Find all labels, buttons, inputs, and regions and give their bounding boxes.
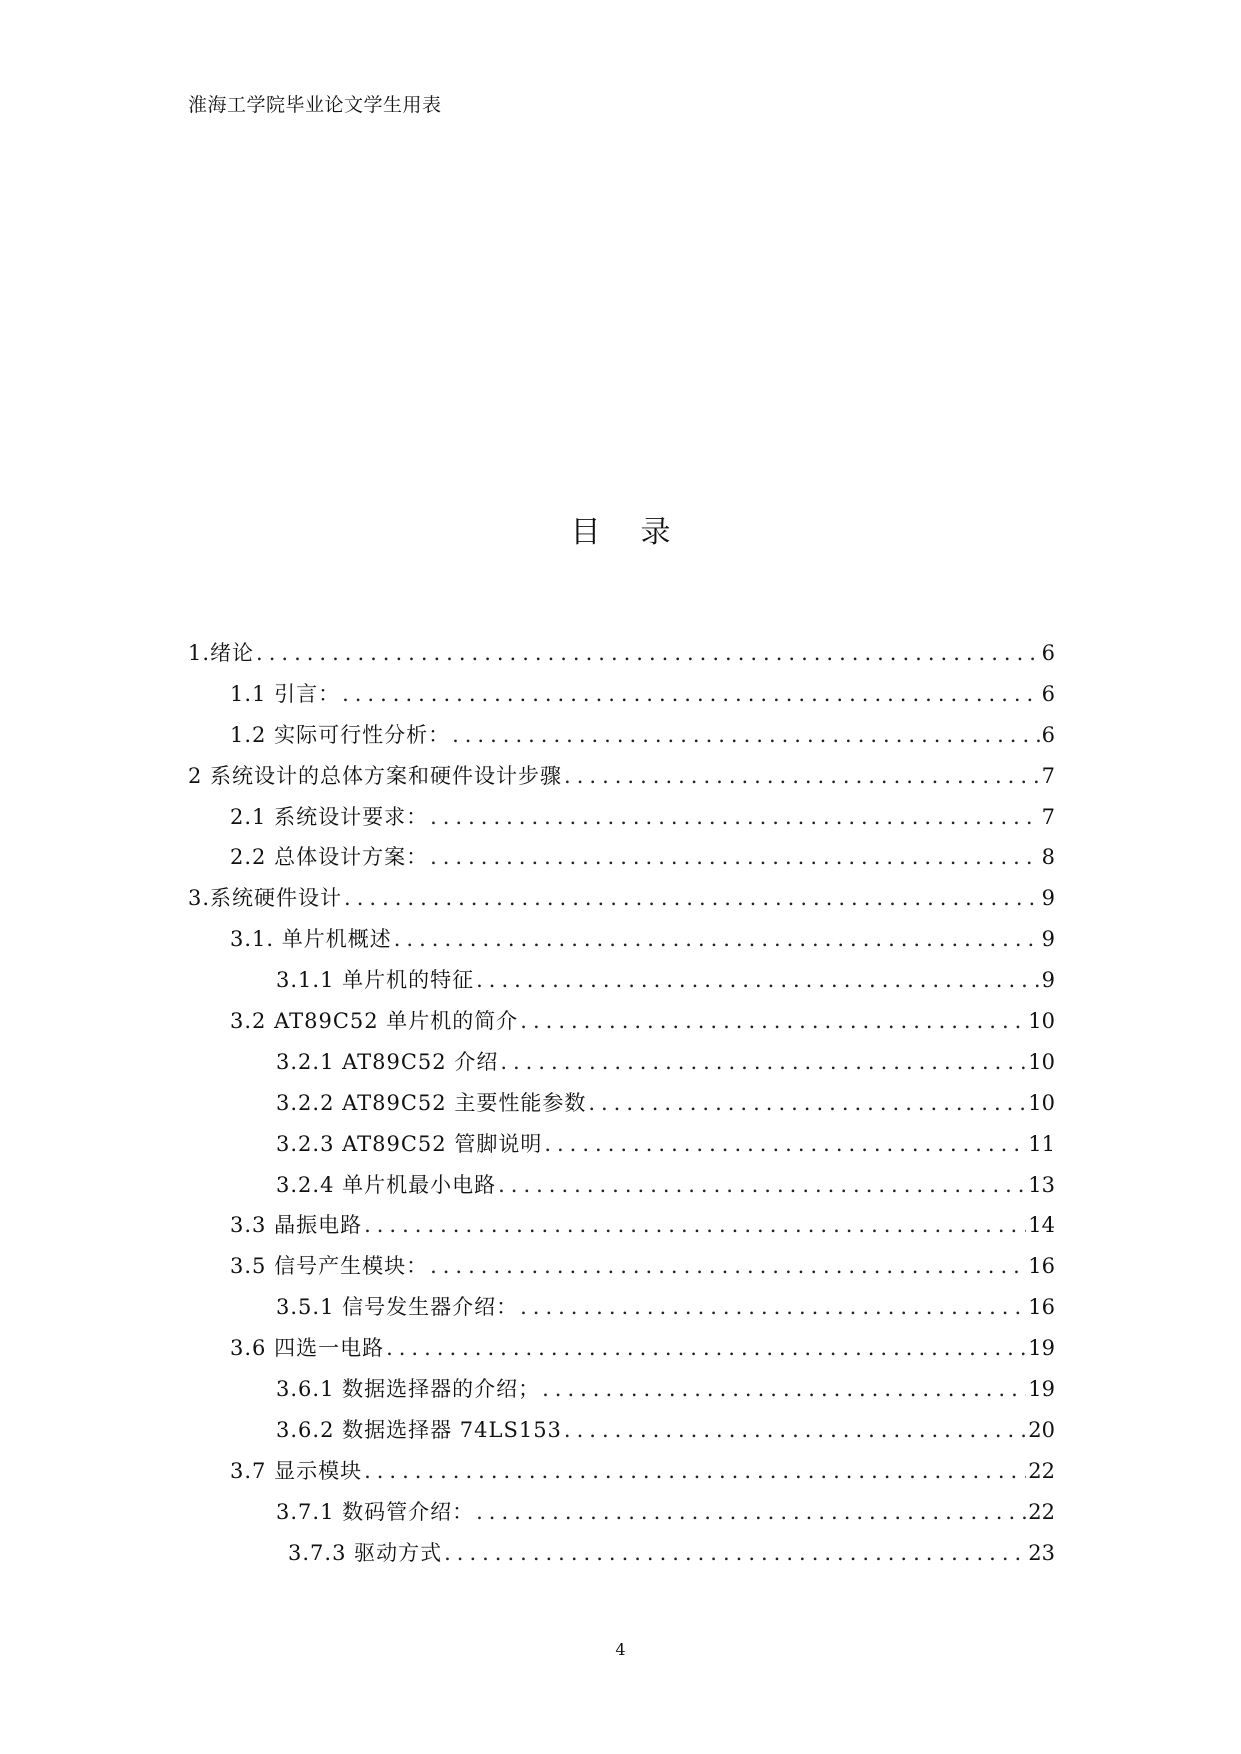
toc-entry-label: 2 系统设计的总体方案和硬件设计步骤 — [188, 763, 563, 788]
toc-entry-label: 3.6 四选一电路 — [230, 1336, 385, 1361]
toc-entry-label: 3.6.1 数据选择器的介绍； — [276, 1377, 541, 1402]
toc-leader-dots — [520, 1009, 1026, 1033]
toc-entry[interactable] — [188, 1209, 1055, 1250]
toc-entry[interactable] — [188, 1455, 1055, 1496]
toc-leader-dots — [344, 886, 1040, 910]
page-number: 4 — [615, 1640, 626, 1659]
toc-entry-page: 9 — [1041, 968, 1055, 993]
toc-entry-label: 3.2.2 AT89C52 主要性能参数 — [276, 1090, 587, 1115]
toc-entry-label: 3.3 晶振电路 — [230, 1213, 363, 1238]
toc-entry-label: 3.1. 单片机概述 — [230, 927, 392, 952]
toc-entry[interactable] — [188, 841, 1055, 882]
toc-entry[interactable] — [188, 1169, 1055, 1210]
toc-entry-page: 20 — [1028, 1417, 1055, 1442]
toc-leader-dots — [542, 1377, 1026, 1401]
toc-leader-dots — [564, 1418, 1026, 1442]
toc-entry-label: 3.2.3 AT89C52 管脚说明 — [276, 1131, 543, 1156]
toc-entry-page: 19 — [1028, 1377, 1055, 1402]
toc-entry-label: 3.7.1 数码管介绍： — [276, 1499, 475, 1524]
toc-leader-dots — [498, 1173, 1026, 1197]
toc-entry-page: 19 — [1028, 1336, 1055, 1361]
toc-leader-dots — [564, 764, 1040, 788]
toc-leader-dots — [588, 1091, 1026, 1115]
toc-leader-dots — [386, 1336, 1026, 1360]
toc-entry-label: 3.7.3 驱动方式 — [288, 1540, 443, 1565]
toc-leader-dots — [500, 1050, 1026, 1074]
toc-entry[interactable] — [188, 801, 1055, 842]
toc-entry[interactable] — [188, 1128, 1055, 1169]
toc-leader-dots — [364, 1459, 1026, 1483]
toc-entry-page: 6 — [1041, 641, 1055, 665]
toc-leader-dots — [342, 682, 1040, 706]
toc-entry[interactable] — [188, 1373, 1055, 1414]
toc-entry[interactable] — [188, 964, 1055, 1005]
toc-leader-dots — [544, 1132, 1026, 1156]
toc-entry[interactable] — [188, 923, 1055, 964]
toc-entry[interactable] — [188, 1087, 1055, 1128]
toc-entry-page: 14 — [1028, 1213, 1055, 1238]
toc-entry-page: 6 — [1041, 681, 1055, 706]
toc-entry-label: 3.7 显示模块 — [230, 1458, 363, 1483]
toc-leader-dots — [520, 1295, 1026, 1319]
toc-entry-label: 1.1 引言： — [230, 681, 341, 706]
toc-entry-page: 23 — [1028, 1540, 1055, 1565]
toc-entry-page: 8 — [1041, 845, 1055, 870]
toc-entry-label: 1.2 实际可行性分析： — [230, 722, 451, 747]
toc-entry[interactable] — [188, 637, 1055, 678]
toc-entry[interactable] — [188, 719, 1055, 760]
toc-entry-page: 9 — [1041, 886, 1055, 911]
toc-entry-label: 3.系统硬件设计 — [188, 886, 343, 911]
toc-entry-label: 3.6.2 数据选择器 74LS153 — [276, 1417, 562, 1442]
toc-entry[interactable] — [188, 1332, 1055, 1373]
toc-leader-dots — [452, 723, 1040, 747]
toc-entry-page: 16 — [1028, 1295, 1055, 1320]
running-header: 淮海工学院毕业论文学生用表 — [188, 94, 442, 116]
toc-entry-page: 7 — [1041, 804, 1055, 829]
toc-entry-page: 13 — [1028, 1172, 1055, 1197]
toc-entry-page: 16 — [1028, 1254, 1055, 1279]
toc-entry[interactable] — [188, 1496, 1055, 1537]
toc-entry[interactable] — [188, 678, 1055, 719]
toc-entry[interactable] — [188, 1250, 1055, 1291]
toc-leader-dots — [476, 1500, 1026, 1524]
toc-leader-dots — [394, 927, 1040, 951]
toc-leader-dots — [430, 845, 1040, 869]
toc-title: 目录 — [570, 515, 711, 550]
toc-entry[interactable] — [188, 882, 1055, 923]
toc-entry-page: 7 — [1041, 763, 1055, 788]
toc-entry-label: 2.2 总体设计方案： — [230, 845, 429, 870]
toc-leader-dots — [476, 968, 1040, 992]
toc-leader-dots — [430, 1254, 1026, 1278]
toc-entry[interactable] — [188, 1046, 1055, 1087]
toc-entry-page: 10 — [1028, 1090, 1055, 1115]
toc-entry-label: 3.2 AT89C52 单片机的简介 — [230, 1009, 519, 1034]
toc-entry-label: 3.5 信号产生模块： — [230, 1254, 429, 1279]
toc-leader-dots — [256, 641, 1040, 665]
toc-entry-page: 11 — [1028, 1131, 1055, 1156]
toc-entry-label: 1.绪论 — [188, 641, 255, 665]
toc-entry[interactable] — [188, 1414, 1055, 1455]
toc-leader-dots — [444, 1541, 1026, 1565]
toc-entry-label: 3.2.1 AT89C52 介绍 — [276, 1049, 499, 1074]
toc-entry-label: 3.5.1 信号发生器介绍： — [276, 1295, 519, 1320]
toc-leader-dots — [430, 805, 1040, 829]
toc-entry-page: 22 — [1028, 1499, 1055, 1524]
toc-entry[interactable] — [188, 1005, 1055, 1046]
toc-entry[interactable] — [188, 1537, 1055, 1578]
toc-entry-label: 2.1 系统设计要求： — [230, 804, 429, 829]
toc-entry-page: 22 — [1028, 1458, 1055, 1483]
toc-entry-page: 10 — [1028, 1049, 1055, 1074]
toc-leader-dots — [364, 1213, 1026, 1237]
toc-entry-page: 10 — [1028, 1009, 1055, 1034]
toc-entry[interactable] — [188, 760, 1055, 801]
toc-entry-page: 9 — [1041, 927, 1055, 952]
toc-entry[interactable] — [188, 1291, 1055, 1332]
toc-entry-label: 3.1.1 单片机的特征 — [276, 968, 475, 993]
toc-entry-label: 3.2.4 单片机最小电路 — [276, 1172, 497, 1197]
toc-entry-page: 6 — [1041, 722, 1055, 747]
table-of-contents — [188, 637, 1055, 1577]
